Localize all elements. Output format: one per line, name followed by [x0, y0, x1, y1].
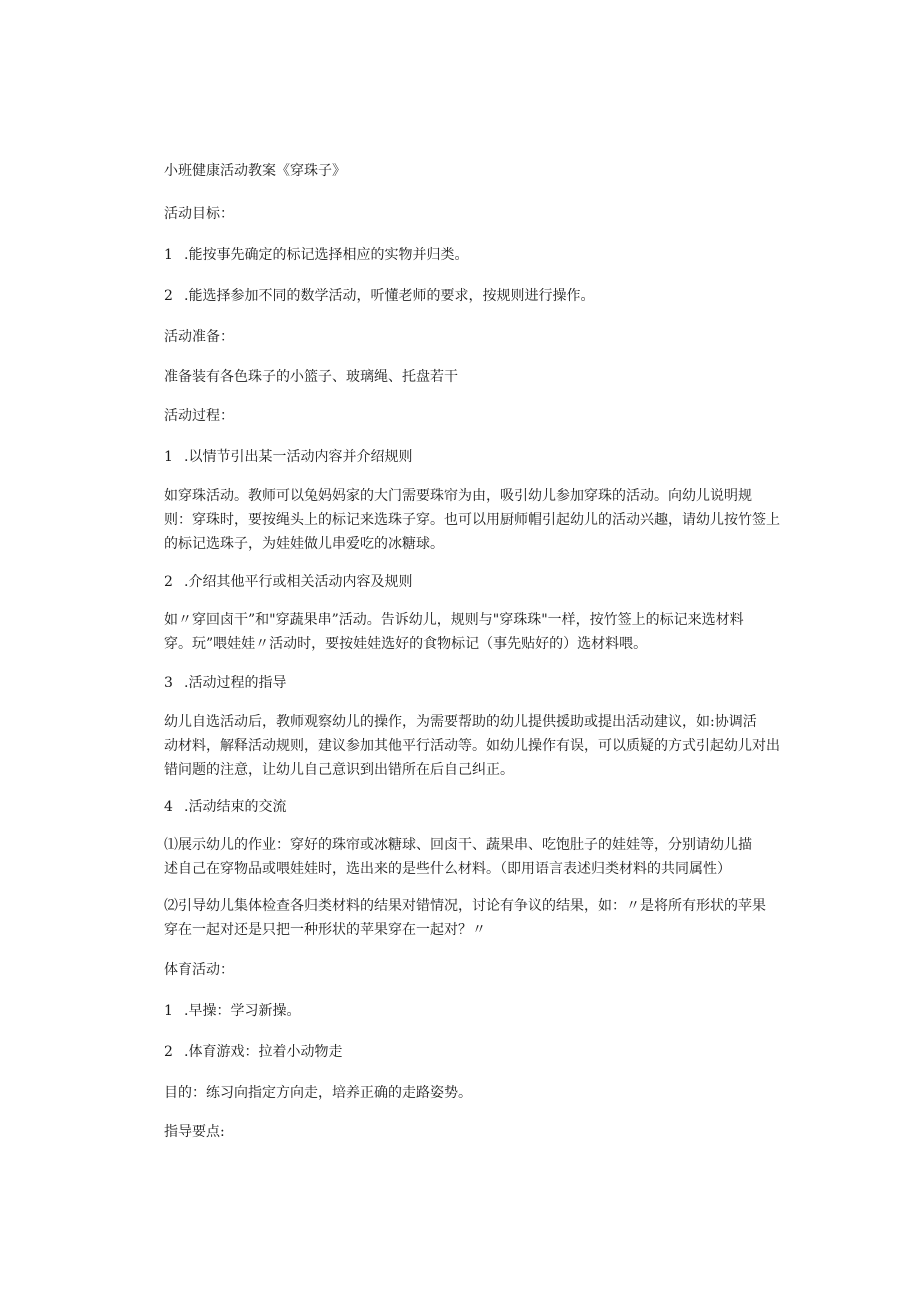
- step-paragraph-3: [164, 710, 788, 782]
- step-paragraph-2: [164, 608, 788, 656]
- purpose-text: 目的：练习向指定方向走，培养正确的走路姿势。: [164, 1085, 472, 1101]
- step-heading-1: [164, 446, 412, 468]
- goal-item-1: [164, 244, 468, 266]
- step-heading-4: [164, 796, 286, 818]
- paragraph-line: 穿在一起对还是只把一种形状的苹果穿在一起对？〃: [164, 922, 486, 938]
- pe-item-1: [164, 1000, 300, 1022]
- paragraph-line: 穿。玩”喂娃娃〃活动时，要按娃娃选好的食物标记（事先贴好的）选材料喂。: [164, 636, 648, 652]
- step-heading-text: .介绍其他平行或相关活动内容及规则: [184, 574, 413, 590]
- paragraph-line: 幼儿自选活动后，教师观察幼儿的操作，为需要帮助的幼儿提供援助或提出活动建议，如:协调活: [164, 714, 757, 730]
- pe-number: 1: [164, 1003, 173, 1019]
- paragraph-line: 的标记选珠子，为娃娃做儿串爱吃的冰糖球。: [164, 536, 444, 552]
- paragraph-line: 则：穿珠时，要按绳头上的标记来选珠子穿。也可以用厨师帽引起幼儿的活动兴趣，请幼儿按竹签上: [164, 512, 780, 528]
- paragraph-line: 如〃穿回卤干”和"穿蔬果串”活动。告诉幼儿，规则与"穿珠珠"一样，按竹签上的标记来选材料: [164, 612, 744, 628]
- step-paragraph-1: [164, 484, 788, 556]
- paragraph-line: 错问题的注意，让幼儿自己意识到出错所在后自己纠正。: [164, 762, 514, 778]
- pe-number: 2: [164, 1044, 173, 1060]
- step-4-subparagraph-2: [164, 894, 788, 942]
- step-number: 1: [164, 449, 173, 465]
- step-4-subparagraph-1: [164, 833, 788, 881]
- paragraph-line: 如穿珠活动。教师可以兔妈妈家的大门需要珠帘为由，吸引幼儿参加穿珠的活动。向幼儿说明规: [164, 488, 752, 504]
- pe-text: .早操：学习新操。: [184, 1003, 301, 1019]
- step-heading-3: [164, 672, 286, 694]
- paragraph-line: ⑴展示幼儿的作业：穿好的珠帘或冰糖球、回卤干、蔬果串、吃饱肚子的娃娃等，分别请幼儿描: [164, 837, 752, 853]
- step-number: 2: [164, 574, 173, 590]
- pe-heading: 体育活动：: [164, 962, 234, 978]
- step-heading-text: .活动过程的指导: [184, 675, 287, 691]
- prep-heading: 活动准备：: [164, 329, 234, 345]
- goal-number: 1: [164, 247, 173, 263]
- step-number: 3: [164, 675, 173, 691]
- goal-item-2: [164, 285, 594, 307]
- step-number: 4: [164, 799, 173, 815]
- paragraph-line: 动材料，解释活动规则，建议参加其他平行活动等。如幼儿操作有误，可以质疑的方式引起幼儿对出: [164, 738, 780, 754]
- paragraph-line: ⑵引导幼儿集体检查各归类材料的结果对错情况，讨论有争议的结果，如：〃是将所有形状的苹果: [164, 898, 766, 914]
- goal-text: .能按事先确定的标记选择相应的实物并归类。: [184, 247, 469, 263]
- paragraph-line: 述自己在穿物品或喂娃娃时，选出来的是些什么材料。（即用语言表述归类材料的共同属性）: [164, 861, 731, 877]
- pe-text: .体育游戏：拉着小动物走: [184, 1044, 343, 1060]
- prep-text: 准备装有各色珠子的小篮子、玻璃绳、托盘若干: [164, 369, 458, 385]
- guide-heading: 指导要点:: [164, 1124, 225, 1140]
- pe-item-2: [164, 1041, 342, 1063]
- goals-heading: 活动目标：: [164, 206, 234, 222]
- step-heading-2: [164, 571, 412, 593]
- document-title: 小班健康活动教案《穿珠子》: [164, 163, 346, 179]
- step-heading-text: .活动结束的交流: [184, 799, 287, 815]
- process-heading: 活动过程：: [164, 408, 234, 424]
- step-heading-text: .以情节引出某一活动内容并介绍规则: [184, 449, 413, 465]
- goal-number: 2: [164, 288, 173, 304]
- goal-text: .能选择参加不同的数学活动，听懂老师的要求，按规则进行操作。: [184, 288, 595, 304]
